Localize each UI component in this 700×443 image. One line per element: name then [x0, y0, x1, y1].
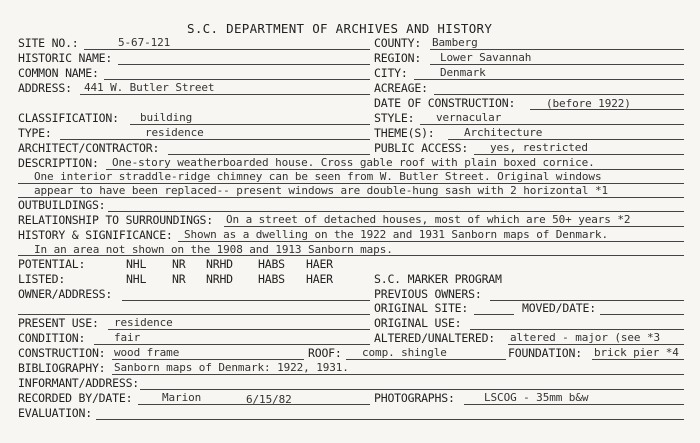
- evaluation-line: [96, 419, 684, 420]
- address-label: ADDRESS:: [18, 81, 72, 95]
- bibliography-value: Sanborn maps of Denmark: 1922, 1931.: [114, 361, 349, 374]
- photographs-label: PHOTOGRAPHS:: [374, 391, 455, 405]
- roof-value: comp. shingle: [362, 346, 447, 359]
- original-use-line: [470, 329, 684, 330]
- recorded-by-label: RECORDED BY/DATE:: [18, 391, 133, 405]
- theme-value: Architecture: [464, 126, 543, 139]
- relationship-label: RELATIONSHIP TO SURROUNDINGS:: [18, 213, 213, 227]
- acreage-label: ACREAGE:: [374, 81, 428, 95]
- theme-line: [448, 139, 684, 140]
- type-label: TYPE:: [18, 126, 52, 140]
- construction-label: CONSTRUCTION:: [18, 346, 106, 360]
- public-access-value: yes, restricted: [490, 141, 588, 154]
- present-use-line: [108, 329, 370, 330]
- site-no-line: [84, 49, 370, 50]
- informant-address-label: INFORMANT/ADDRESS:: [18, 376, 140, 390]
- description-line-3: [18, 197, 684, 198]
- owner-address-line: [122, 300, 370, 301]
- listed-haer: HAER: [306, 272, 333, 286]
- site-no-label: SITE NO.:: [18, 36, 79, 50]
- potential-label: POTENTIAL:: [18, 257, 86, 271]
- potential-nhl: NHL: [126, 257, 147, 271]
- informant-address-line: [140, 389, 684, 390]
- county-value: Bamberg: [432, 36, 478, 49]
- architect-line: [168, 154, 370, 155]
- listed-nr: NR: [172, 272, 186, 286]
- foundation-line: [592, 359, 684, 360]
- county-label: COUNTY:: [374, 36, 422, 50]
- classification-label: CLASSIFICATION:: [18, 111, 119, 125]
- history-text-2: In an area not shown on the 1908 and 1913 Sanborn maps.: [34, 243, 393, 256]
- theme-label: THEME(S):: [374, 126, 435, 140]
- roof-label: ROOF:: [308, 346, 342, 360]
- style-label: STYLE:: [374, 111, 415, 125]
- architect-label: ARCHITECT/CONTRACTOR:: [18, 141, 160, 155]
- history-label: HISTORY & SIGNIFICANCE:: [18, 228, 173, 242]
- address-value: 441 W. Butler Street: [84, 81, 215, 94]
- original-use-label: ORIGINAL USE:: [374, 316, 462, 330]
- construction-line: [112, 359, 304, 360]
- region-label: REGION:: [374, 51, 422, 65]
- moved-date-label: MOVED/DATE:: [522, 301, 596, 315]
- marker-program-heading: S.C. MARKER PROGRAM: [374, 272, 502, 286]
- recorded-date-value: 6/15/82: [246, 393, 292, 406]
- present-use-label: PRESENT USE:: [18, 316, 99, 330]
- previous-owners-label: PREVIOUS OWNERS:: [374, 287, 482, 301]
- common-name-label: COMMON NAME:: [18, 66, 99, 80]
- altered-unaltered-value: altered - major (see *3: [510, 331, 661, 344]
- public-access-label: PUBLIC ACCESS:: [374, 141, 469, 155]
- moved-date-line: [600, 314, 684, 315]
- classification-line: [130, 124, 370, 125]
- outbuildings-line: [108, 211, 684, 212]
- history-line-1: [178, 241, 684, 242]
- foundation-label: FOUNDATION:: [508, 346, 582, 360]
- relationship-line: [224, 226, 684, 227]
- history-text-1: Shown as a dwelling on the 1922 and 1931 Sanborn maps of Denmark.: [184, 228, 608, 241]
- listed-habs: HABS: [258, 272, 285, 286]
- original-site-line: [474, 314, 514, 315]
- condition-value: fair: [114, 331, 141, 344]
- listed-nrhd: NRHD: [206, 272, 233, 286]
- historic-name-line: [118, 64, 370, 65]
- historic-name-label: HISTORIC NAME:: [18, 51, 113, 65]
- potential-haer: HAER: [306, 257, 333, 271]
- region-value: Lower Savannah: [440, 51, 532, 64]
- listed-nhl: NHL: [126, 272, 147, 286]
- type-value: residence: [145, 126, 204, 139]
- site-no-value: 5-67-121: [118, 36, 171, 49]
- listed-label: LISTED:: [18, 272, 66, 286]
- roof-line: [346, 359, 506, 360]
- potential-habs: HABS: [258, 257, 285, 271]
- description-text-2: One interior straddle-ridge chimney can be seen from W. Butler Street. Original windows: [34, 170, 602, 183]
- common-name-line: [104, 79, 370, 80]
- foundation-value: brick pier *4: [594, 346, 679, 359]
- owner-address-line-2: [18, 314, 370, 315]
- style-line: [420, 124, 684, 125]
- county-line: [430, 49, 684, 50]
- style-value: vernacular: [436, 111, 502, 124]
- form-title: S.C. DEPARTMENT OF ARCHIVES AND HISTORY: [187, 21, 493, 36]
- owner-address-label: OWNER/ADDRESS:: [18, 287, 113, 301]
- recorded-by-value: Marion: [162, 391, 202, 404]
- city-line: [414, 79, 684, 80]
- description-label: DESCRIPTION:: [18, 156, 99, 170]
- classification-value: building: [140, 111, 193, 124]
- date-of-construction-value: (before 1922): [546, 97, 631, 110]
- altered-unaltered-line: [508, 344, 684, 345]
- address-line: [80, 94, 370, 95]
- description-text-3: appear to have been replaced-- present windows are double-hung sash with 2 horizontal *1: [34, 184, 608, 197]
- potential-nrhd: NRHD: [206, 257, 233, 271]
- relationship-value: On a street of detached houses, most of which are 50+ years *2: [226, 213, 631, 226]
- evaluation-label: EVALUATION:: [18, 406, 92, 420]
- altered-unaltered-label: ALTERED/UNALTERED:: [374, 331, 496, 345]
- type-line: [60, 139, 370, 140]
- city-value: Denmark: [440, 66, 486, 79]
- public-access-line: [474, 154, 684, 155]
- construction-value: wood frame: [114, 346, 180, 359]
- date-of-construction-label: DATE OF CONSTRUCTION:: [374, 96, 516, 110]
- condition-line: [94, 344, 370, 345]
- potential-nr: NR: [172, 257, 186, 271]
- photographs-value: LSCOG - 35mm b&w: [484, 391, 589, 404]
- photographs-line: [464, 404, 684, 405]
- bibliography-line: [112, 374, 684, 375]
- bibliography-label: BIBLIOGRAPHY:: [18, 361, 106, 375]
- region-line: [430, 64, 684, 65]
- present-use-value: residence: [114, 316, 173, 329]
- outbuildings-label: OUTBUILDINGS:: [18, 198, 106, 212]
- city-label: CITY:: [374, 66, 408, 80]
- original-site-label: ORIGINAL SITE:: [374, 301, 469, 315]
- description-text-1: One-story weatherboarded house. Cross gable roof with plain boxed cornice.: [112, 156, 595, 169]
- condition-label: CONDITION:: [18, 331, 86, 345]
- acreage-line: [434, 94, 684, 95]
